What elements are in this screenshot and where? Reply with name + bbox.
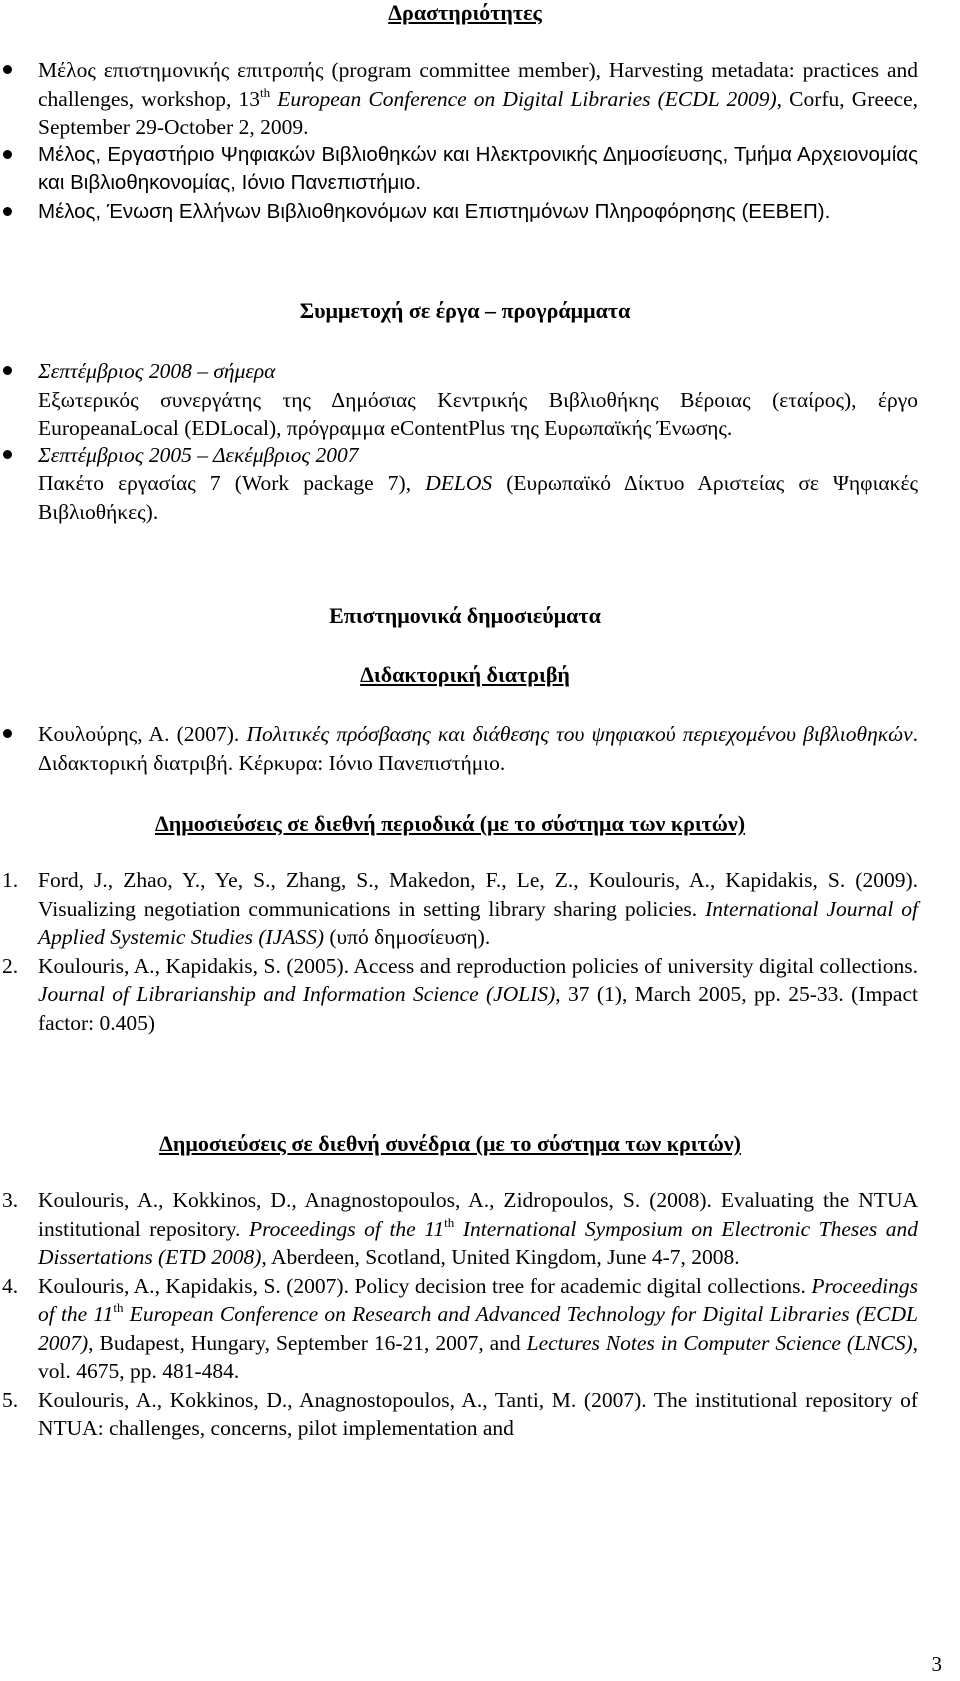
- heading-journals: [0, 811, 900, 837]
- heading-conferences: [0, 1131, 900, 1157]
- list-item: [0, 141, 918, 198]
- heading-projects: Συμμετοχή σε έργα – προγράμματα: [299, 298, 631, 323]
- project-period: Σεπτέμβριος 2005 – Δεκέμβριος 2007: [38, 442, 359, 467]
- bullet-icon: [3, 150, 12, 159]
- activity-italic: European Conference on Digital Libraries (ECDL 2009): [270, 86, 777, 111]
- citation-text: Ford, J., Zhao, Y., Ye, S., Zhang, S., Makedon, F., Le, Z., Koulouris, A., Kapidakis, S. (2009). Visualizing negotiation communications in setting library sharing policies.: [38, 868, 918, 921]
- thesis-text: Κουλούρης, Α. (2007).: [38, 722, 247, 746]
- citation-italic: Lectures Notes in Computer Science (LNCS): [526, 1330, 913, 1355]
- page-number: 3: [931, 1652, 942, 1676]
- superscript: th: [444, 1214, 455, 1230]
- list-item: [0, 198, 918, 227]
- citation-text: Koulouris, A., Kokkinos, D., Anagnostopoulos, A., Zidropoulos, S. (2008). Evaluating the NTUA institutional repository.: [38, 1188, 918, 1241]
- superscript: th: [113, 1300, 124, 1315]
- bullet-icon: [3, 450, 12, 459]
- list-item: [0, 1386, 918, 1443]
- citation-text: , Budapest, Hungary, September 16-21, 2007, and: [88, 1330, 527, 1355]
- project-text-end: (Ευρωπαϊκό Δίκτυο Αριστείας σε Ψηφιακές Βιβλιοθήκες).: [38, 471, 918, 524]
- heading-publications: Επιστημονικά δημοσιεύματα: [329, 603, 601, 628]
- citation-italic: International Symposium on Electronic Theses and Dissertations (ETD 2008): [38, 1216, 918, 1269]
- conferences-list: [0, 1186, 960, 1443]
- bullet-icon: [3, 65, 12, 74]
- superscript: th: [260, 84, 271, 100]
- list-item: [0, 56, 918, 142]
- activity-text: Μέλος, Εργαστήριο Ψηφιακών Βιβλιοθηκών και Ηλεκτρονικής Δημοσίευσης, Τμήμα Αρχειονομίας και Βιβλιοθηκονομίας, Ιόνιο Πανεπιστήμιο.: [38, 142, 918, 194]
- thesis-italic: Πολιτικές πρόσβασης και διάθεσης του ψηφιακού περιεχομένου βιβλιοθηκών: [246, 722, 913, 746]
- project-text: Εξωτερικός συνεργάτης της Δημόσιας Κεντρικής Βιβλιοθήκης Βέροιας (εταίρος), έργο EuropeanaLocal (EDLocal), πρόγραμμα eContentPlus της Ευρωπαϊκής Ένωσης.: [38, 387, 918, 440]
- item-number: 5.: [2, 1387, 19, 1412]
- project-period: Σεπτέμβριος 2008 – σήμερα: [38, 359, 276, 383]
- list-item: [0, 357, 918, 443]
- citation-text-end: (υπό δημοσίευση).: [323, 925, 491, 949]
- journals-list: [0, 866, 960, 1037]
- heading-journals-text: Δημοσιεύσεις σε διεθνή περιοδικά (με το σύστημα των κριτών): [154, 811, 746, 836]
- citation-text: Koulouris, A., Kokkinos, D., Anagnostopoulos, A., Tanti, M. (2007). The institutional repository of NTUA: challenges, concerns, pilot implementation and: [38, 1387, 918, 1440]
- list-item: [0, 1272, 918, 1386]
- list-item: [0, 952, 918, 1038]
- list-item: [0, 720, 918, 777]
- citation-italic: International Journal of Applied Systemic Studies (IJASS): [38, 896, 919, 949]
- heading-thesis-text: Διδακτορική διατριβή: [360, 662, 570, 687]
- thesis-list: [0, 720, 960, 777]
- project-text: Πακέτο εργασίας 7 (Work package 7),: [38, 471, 426, 495]
- list-item: [0, 866, 918, 952]
- bullet-icon: [3, 366, 12, 375]
- heading-thesis: [0, 662, 930, 688]
- bullet-icon: [3, 729, 12, 738]
- list-item: [0, 441, 918, 527]
- citation-text-end: , Aberdeen, Scotland, United Kingdom, June 4-7, 2008.: [261, 1245, 740, 1269]
- citation-italic: Proceedings of the 11: [38, 1273, 918, 1326]
- citation-text-end: , vol. 4675, pp. 481-484.: [38, 1330, 918, 1383]
- project-italic: DELOS: [425, 471, 493, 495]
- projects-list: [0, 357, 960, 526]
- citation-text: Koulouris, A., Kapidakis, S. (2007). Policy decision tree for academic digital collections.: [38, 1273, 812, 1298]
- activity-text-end: , Corfu, Greece, September 29-October 2, 2009.: [38, 86, 918, 139]
- item-number: 1.: [2, 868, 19, 892]
- item-number: 3.: [2, 1188, 19, 1212]
- item-number: 2.: [2, 953, 19, 978]
- citation-italic: Proceedings of the 11: [248, 1216, 445, 1241]
- bullet-icon: [3, 207, 12, 216]
- activities-list: [0, 56, 960, 226]
- activity-text: Μέλος επιστημονικής επιτροπής (program committee member), Harvesting metadata: practices and challenges, workshop, 13: [38, 58, 918, 111]
- activity-text: Μέλος, Ένωση Ελλήνων Βιβλιοθηκονόμων και Επιστημόνων Πληροφόρησης (ΕΕΒΕΠ).: [38, 199, 831, 223]
- citation-text-end: , 37 (1), March 2005, pp. 25-33. (Impact factor: 0.405): [38, 982, 918, 1035]
- heading-activities-text: Δραστηριότητες: [388, 0, 542, 25]
- citation-italic: European Conference on Research and Advanced Technology for Digital Libraries (ECDL 2007): [38, 1302, 918, 1355]
- thesis-text-end: . Διδακτορική διατριβή. Κέρκυρα: Ιόνιο Πανεπιστήμιο.: [38, 722, 918, 775]
- heading-conferences-text: Δημοσιεύσεις σε διεθνή συνέδρια (με το σύστημα των κριτών): [159, 1131, 741, 1156]
- item-number: 4.: [2, 1273, 19, 1298]
- list-item: [0, 1186, 918, 1272]
- citation-italic: Journal of Librarianship and Information Science (JOLIS): [38, 982, 556, 1006]
- heading-activities: [0, 0, 930, 26]
- citation-text: Koulouris, A., Kapidakis, S. (2005). Access and reproduction policies of university digital collections.: [38, 953, 918, 978]
